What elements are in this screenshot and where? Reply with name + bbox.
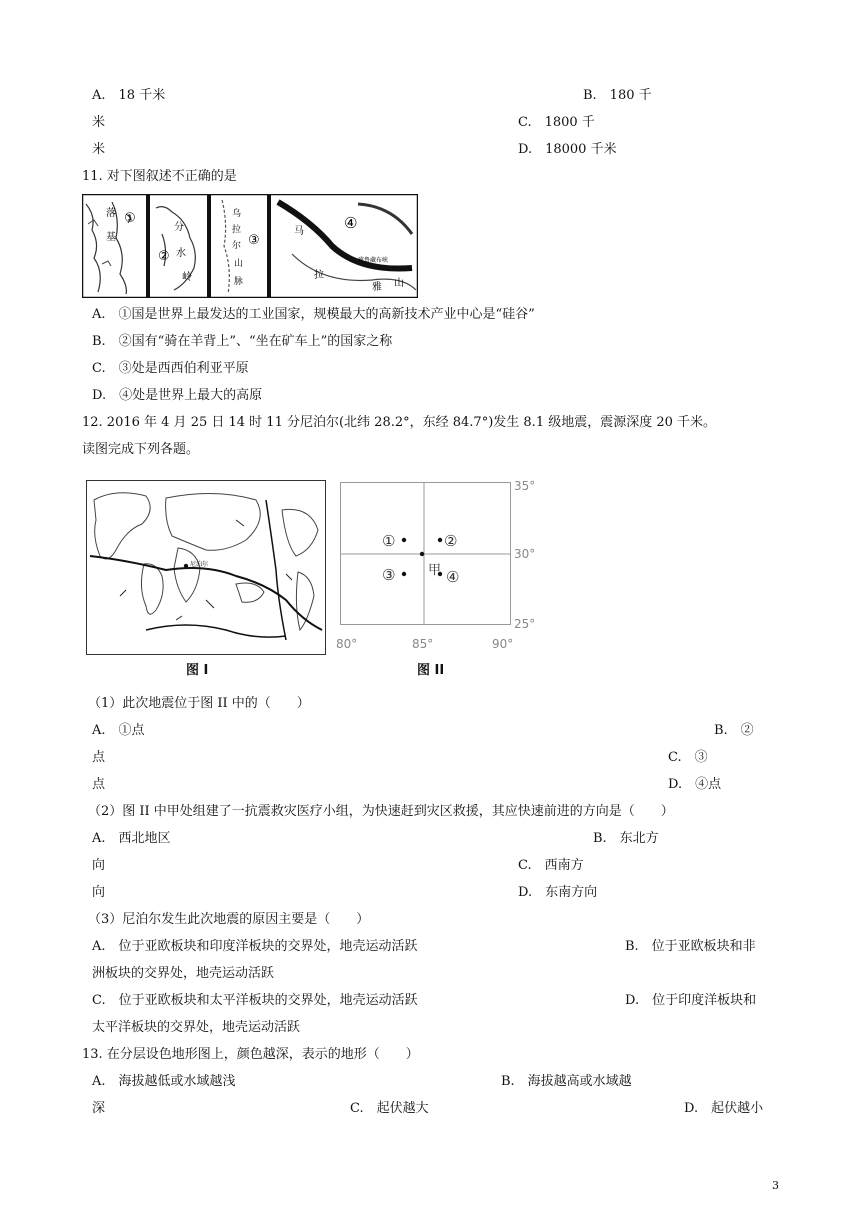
panel4-label-a: 马 <box>294 226 304 237</box>
q13-option-c: C. 起伏越大 <box>350 1101 429 1116</box>
q12-sub2-option-a-wrap: 向 <box>92 858 106 873</box>
panel2-label-a: 分 <box>174 222 184 233</box>
grid-point-3: ③ <box>382 566 396 584</box>
q12-sub3-option-d: D. 位于印度洋板块和 <box>625 993 757 1008</box>
q13-option-a: A. 海拔越低或水域越浅 <box>92 1074 236 1089</box>
q10-option-c: C. 1800 千 <box>518 115 595 130</box>
q11-option-b: B. ②国有“骑在羊背上”、“坐在矿车上”的国家之称 <box>92 334 393 349</box>
panel3-label-1: 乌 <box>232 209 242 219</box>
x-tick-85: 85° <box>412 637 434 651</box>
q12-sub2-option-a-wrap2: 向 <box>92 885 106 900</box>
panel2-label-b: 水 <box>176 248 186 259</box>
q12-sub1-option-c-wrap: 点 <box>92 777 106 792</box>
q12-sub3-option-d-wrap: 太平洋板块的交界处，地壳运动活跃 <box>92 1020 301 1035</box>
page-number: 3 <box>772 1179 779 1192</box>
figure-2-lat-long-grid <box>334 476 550 656</box>
q13-option-d: D. 起伏越小 <box>684 1101 764 1116</box>
q12-sub1-option-d: D. ④点 <box>668 777 722 792</box>
panel3-label-5: 脉 <box>234 277 244 287</box>
q11-option-c: C. ③处是西西伯利亚平原 <box>92 361 249 376</box>
panel4-label-b: 拉 <box>314 270 324 281</box>
q10-option-a: A. 18 千米 <box>92 88 166 103</box>
y-tick-35: 35° <box>514 479 536 493</box>
q10-option-a-wrap: 米 <box>92 115 106 130</box>
panel4-label-e: 雅鲁藏布峡 <box>358 257 389 264</box>
panel1-label-a: 落 <box>106 208 116 219</box>
q12-sub2-option-a: A. 西北地区 <box>92 831 171 846</box>
q12-sub1-option-b-wrap: 点 <box>92 750 106 765</box>
q12-sub1-stem: （1）此次地震位于图 II 中的（ ） <box>88 696 310 711</box>
figure-1-world-plates-map <box>86 480 326 655</box>
nepal-label: 尼泊尔 <box>190 561 209 568</box>
panel1-label-b: 基 <box>106 232 116 243</box>
q13-stem: 13. 在分层设色地形图上，颜色越深，表示的地形（ ） <box>82 1047 419 1062</box>
panel2-number: ② <box>158 249 170 264</box>
q12-sub1-option-b: B. ② <box>714 723 754 738</box>
grid-point-1: ① <box>382 532 396 550</box>
q12-sub3-option-b-wrap: 洲板块的交界处，地壳运动活跃 <box>92 966 275 981</box>
q11-option-d: D. ④处是世界上最大的高原 <box>92 388 263 403</box>
q12-sub3-stem: （3）尼泊尔发生此次地震的原因主要是（ ） <box>88 912 370 927</box>
figure-2-caption: 图 II <box>417 663 445 678</box>
q10-option-d: D. 18000 千米 <box>518 142 617 157</box>
q11-stem: 11. 对下图叙述不正确的是 <box>82 169 237 184</box>
q12-sub1-option-c: C. ③ <box>668 750 708 765</box>
q11-map-strip <box>82 194 418 298</box>
panel3-number: ③ <box>248 233 260 248</box>
q13-option-b-wrap: 深 <box>92 1101 106 1116</box>
q10-option-a-wrap2: 米 <box>92 142 106 157</box>
x-tick-90: 90° <box>492 637 514 651</box>
q10-option-b: B. 180 千 <box>583 88 652 103</box>
q12-sub2-option-c: C. 西南方 <box>518 858 584 873</box>
panel3-label-2: 拉 <box>232 225 242 235</box>
figure-1-caption: 图 I <box>186 663 209 678</box>
grid-point-4: ④ <box>446 568 460 586</box>
q12-sub3-option-c: C. 位于亚欧板块和太平洋板块的交界处，地壳运动活跃 <box>92 993 418 1008</box>
panel3-label-3: 尔 <box>232 241 242 251</box>
q13-option-b: B. 海拔越高或水域越 <box>501 1074 632 1089</box>
q12-sub2-option-d: D. 东南方向 <box>518 885 598 900</box>
x-tick-80: 80° <box>336 637 358 651</box>
panel4-label-d: 山 <box>394 278 404 289</box>
q12-sub2-stem: （2）图 II 中甲处组建了一抗震救灾医疗小组，为快速赶到灾区救援，其应快速前进的方向是（ ） <box>88 804 674 819</box>
panel1-number: ① <box>124 211 136 226</box>
q11-option-a: A. ①国是世界上最发达的工业国家，规模最大的高新技术产业中心是“硅谷” <box>92 307 535 322</box>
panel4-number: ④ <box>344 214 358 232</box>
q12-stem-line1: 12. 2016 年 4 月 25 日 14 时 11 分尼泊尔(北纬 28.2°，东经 84.7°)发生 8.1 级地震，震源深度 20 千米。 <box>82 415 717 430</box>
q12-stem-line2: 读图完成下列各题。 <box>82 442 200 457</box>
grid-point-jia: 甲 <box>428 563 442 578</box>
y-tick-30: 30° <box>514 547 536 561</box>
q12-sub3-option-a: A. 位于亚欧板块和印度洋板块的交界处，地壳运动活跃 <box>92 939 418 954</box>
q12-sub2-option-b: B. 东北方 <box>593 831 659 846</box>
q12-sub1-option-a: A. ①点 <box>92 723 145 738</box>
grid-point-2: ② <box>444 532 458 550</box>
panel3-label-4: 山 <box>234 259 244 269</box>
y-tick-25: 25° <box>514 617 536 631</box>
panel4-label-c: 雅 <box>372 282 382 293</box>
panel2-label-c: 岭 <box>182 272 192 283</box>
q12-sub3-option-b: B. 位于亚欧板块和非 <box>625 939 756 954</box>
